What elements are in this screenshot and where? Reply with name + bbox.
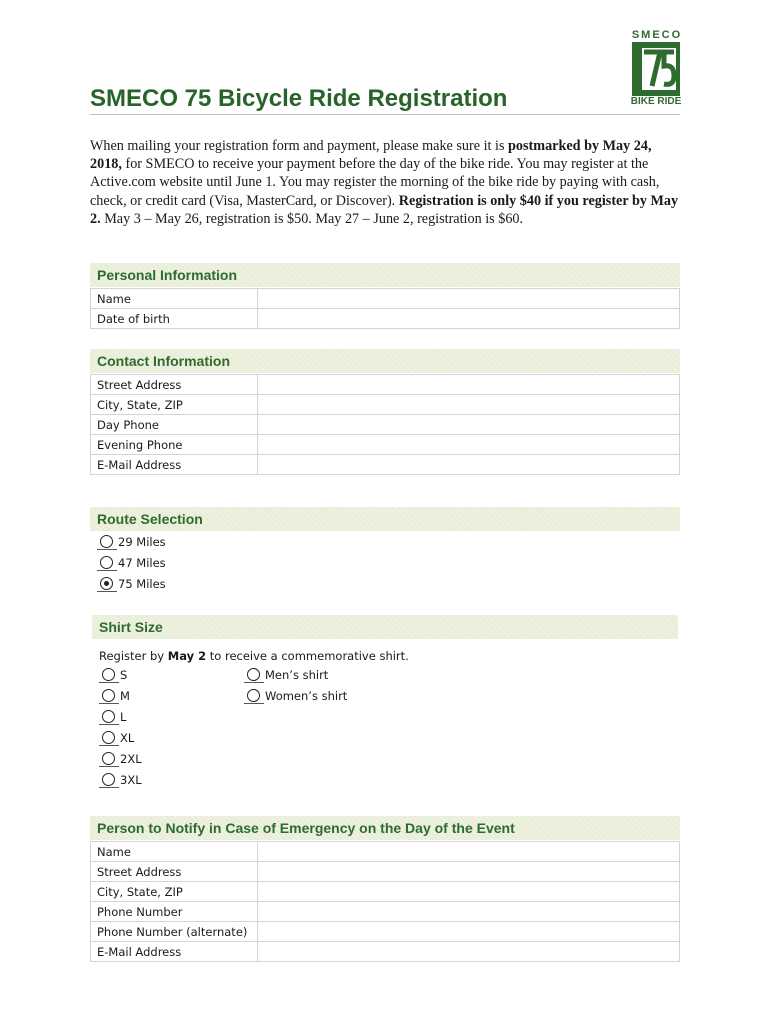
shirt-style-options: [244, 665, 347, 707]
emergency-contact-table: [90, 841, 680, 962]
field-label: Street Address: [91, 862, 258, 882]
intro-bold-1: postmarked by May 24, 2018,: [90, 138, 652, 173]
size-option-l[interactable]: [99, 707, 142, 728]
emergency-name-field[interactable]: [257, 842, 679, 862]
radio-button[interactable]: [100, 535, 113, 548]
table-row: [91, 435, 680, 455]
street-address-field[interactable]: [257, 375, 679, 395]
field-label: Phone Number (alternate): [91, 922, 258, 942]
table-row: [91, 842, 680, 862]
city-state-zip-field[interactable]: [257, 395, 679, 415]
shirt-note-text-2: to receive a commemorative shirt.: [206, 649, 409, 663]
day-phone-field[interactable]: [257, 415, 679, 435]
option-label: Women’s shirt: [265, 689, 348, 703]
table-row: [91, 882, 680, 902]
title-divider: [90, 114, 680, 115]
radio-button[interactable]: [102, 752, 115, 765]
size-option-3xl[interactable]: [99, 770, 142, 791]
option-label: XL: [120, 731, 135, 745]
radio-button[interactable]: [247, 668, 260, 681]
option-label: Men’s shirt: [265, 668, 329, 682]
smeco-logo: [628, 30, 684, 110]
radio-button[interactable]: [102, 689, 115, 702]
emergency-contact-heading: Person to Notify in Case of Emergency on the Day of the Event: [90, 816, 680, 840]
table-row: [91, 922, 680, 942]
table-row: [91, 902, 680, 922]
table-row: [91, 395, 680, 415]
style-option-mens[interactable]: [244, 665, 347, 686]
field-label: Name: [91, 289, 258, 309]
evening-phone-field[interactable]: [257, 435, 679, 455]
intro-paragraph: [90, 137, 680, 228]
table-row: [91, 289, 680, 309]
radio-button[interactable]: [102, 710, 115, 723]
radio-button-selected[interactable]: [100, 577, 113, 590]
field-label: Day Phone: [91, 415, 258, 435]
route-option-75[interactable]: [97, 574, 166, 595]
field-label: Phone Number: [91, 902, 258, 922]
option-label: 47 Miles: [118, 556, 166, 570]
intro-bold-2: Registration is only $40 if you register by May 2.: [90, 192, 679, 227]
field-label: City, State, ZIP: [91, 395, 258, 415]
route-options: [97, 532, 166, 595]
radio-button[interactable]: [102, 773, 115, 786]
dob-field[interactable]: [257, 309, 679, 329]
route-option-29[interactable]: [97, 532, 166, 553]
size-option-s[interactable]: [99, 665, 142, 686]
option-label: 29 Miles: [118, 535, 166, 549]
contact-info-heading: Contact Information: [90, 349, 680, 373]
shirt-size-options: [99, 665, 142, 791]
radio-button[interactable]: [102, 668, 115, 681]
size-option-xl[interactable]: [99, 728, 142, 749]
table-row: [91, 309, 680, 329]
intro-text-3: May 3 – May 26, registration is $50. May 27 – June 2, registration is $60.: [100, 210, 524, 227]
field-label: Name: [91, 842, 258, 862]
table-row: [91, 375, 680, 395]
emergency-city-field[interactable]: [257, 882, 679, 902]
emergency-phone-alt-field[interactable]: [257, 922, 679, 942]
route-option-47[interactable]: [97, 553, 166, 574]
size-option-m[interactable]: [99, 686, 142, 707]
field-label: E-Mail Address: [91, 942, 258, 962]
name-field[interactable]: [257, 289, 679, 309]
radio-button[interactable]: [247, 689, 260, 702]
shirt-note: [99, 649, 409, 663]
table-row: [91, 415, 680, 435]
shirt-note-date: May 2: [167, 649, 207, 663]
field-label: E-Mail Address: [91, 455, 258, 475]
radio-button[interactable]: [102, 731, 115, 744]
logo-top-text: SMECO: [631, 29, 683, 41]
emergency-phone-field[interactable]: [257, 902, 679, 922]
option-label: M: [120, 689, 130, 703]
logo-bottom-text: BIKE RIDE: [630, 96, 682, 107]
intro-text-1: When mailing your registration form and payment, please make sure it is: [90, 138, 509, 154]
option-label: 75 Miles: [118, 577, 166, 591]
option-label: 3XL: [120, 773, 142, 787]
route-selection-heading: Route Selection: [90, 507, 680, 531]
intro-text-2: for SMECO to receive your payment before the day of the bike ride. You may register at the Active.com website until June 1. You may register the morning of the bike ride by paying with cash, check, or credit card (Visa, MasterCard, or Discover).: [90, 156, 660, 209]
option-label: L: [120, 710, 127, 724]
emergency-email-field[interactable]: [257, 942, 679, 962]
contact-info-table: [90, 374, 680, 475]
table-row: [91, 942, 680, 962]
radio-button[interactable]: [100, 556, 113, 569]
field-label: City, State, ZIP: [91, 882, 258, 902]
option-label: S: [120, 668, 128, 682]
emergency-street-field[interactable]: [257, 862, 679, 882]
personal-info-table: [90, 288, 680, 329]
style-option-womens[interactable]: [244, 686, 347, 707]
table-row: [91, 862, 680, 882]
field-label: Date of birth: [91, 309, 258, 329]
email-field[interactable]: [257, 455, 679, 475]
size-option-2xl[interactable]: [99, 749, 142, 770]
table-row: [91, 455, 680, 475]
field-label: Evening Phone: [91, 435, 258, 455]
shirt-size-heading: Shirt Size: [92, 615, 678, 639]
shirt-note-text: Register by: [99, 649, 168, 663]
option-label: 2XL: [120, 752, 142, 766]
page-title: SMECO 75 Bicycle Ride Registration: [90, 85, 508, 112]
field-label: Street Address: [91, 375, 258, 395]
personal-info-heading: Personal Information: [90, 263, 680, 287]
